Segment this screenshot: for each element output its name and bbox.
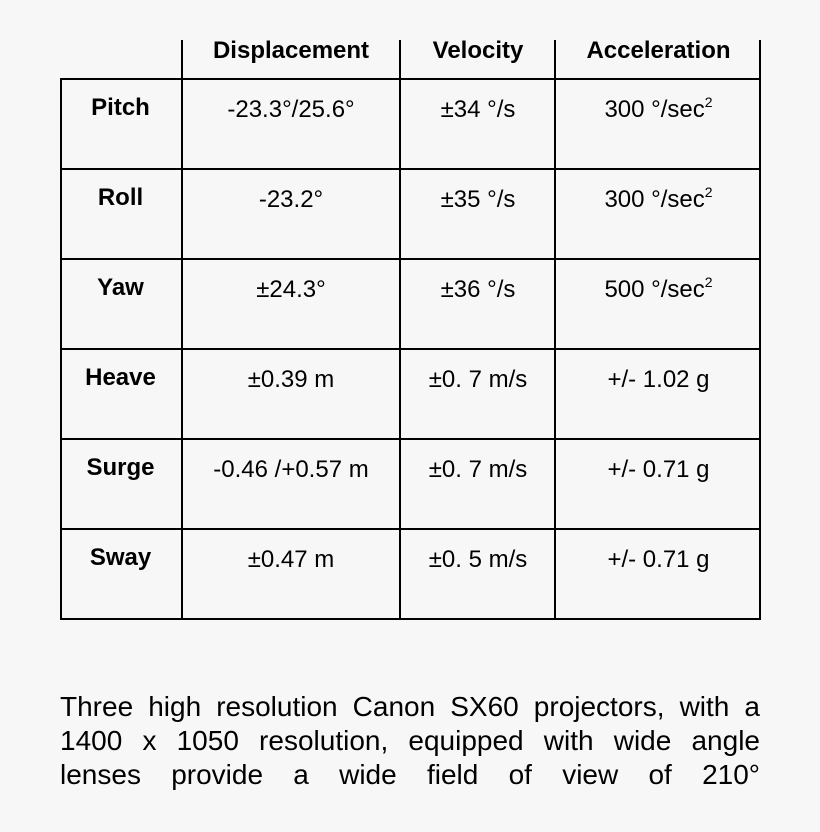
column-divider	[181, 40, 183, 618]
displacement-value: ±24.3°	[256, 276, 326, 303]
column-divider	[399, 40, 401, 618]
paragraph-line: lenses provide a wide field of view of 210°	[60, 759, 760, 790]
header-cell-velocity: Velocity	[432, 37, 524, 64]
column-divider	[554, 40, 556, 618]
body-paragraph	[60, 690, 760, 792]
displacement-value: ±0.47 m	[247, 546, 335, 573]
acceleration-value	[556, 170, 761, 258]
row-label: Pitch	[91, 94, 150, 121]
acceleration-value: +/- 0.71 g	[607, 546, 710, 573]
table-row	[60, 80, 761, 170]
row-label: Roll	[97, 184, 144, 211]
header-cell-displacement: Displacement	[212, 37, 370, 64]
acceleration-value	[556, 80, 761, 168]
table-right-border	[759, 40, 761, 618]
acceleration-value: +/- 1.02 g	[607, 366, 710, 393]
table-left-border	[60, 78, 62, 618]
velocity-value: ±0. 7 m/s	[428, 366, 528, 393]
acceleration-value	[556, 260, 761, 348]
velocity-value: ±0. 5 m/s	[428, 546, 528, 573]
row-label: Sway	[89, 544, 152, 571]
acceleration-value: +/- 0.71 g	[607, 456, 710, 483]
table-row	[60, 170, 761, 260]
table-row	[60, 440, 761, 530]
displacement-value: -23.2°	[258, 186, 324, 213]
displacement-value: -0.46 /+0.57 m	[213, 456, 369, 483]
acceleration-text: 300 °/sec	[604, 96, 705, 123]
paragraph-line: Three high resolution Canon SX60 projectors, with a	[60, 691, 760, 722]
header-cell-acceleration: Acceleration	[586, 37, 731, 64]
table-header-row	[60, 37, 761, 80]
row-label: Surge	[86, 454, 155, 481]
table-row	[60, 350, 761, 440]
row-label: Yaw	[97, 274, 144, 301]
paragraph-line: 1400 x 1050 resolution, equipped with wide angle	[60, 725, 760, 756]
row-label: Heave	[85, 364, 156, 391]
table-row	[60, 260, 761, 350]
velocity-value: ±0. 7 m/s	[428, 456, 528, 483]
velocity-value: ±36 °/s	[440, 276, 516, 303]
acceleration-text: 300 °/sec	[604, 186, 705, 213]
table-row	[60, 530, 761, 620]
velocity-value: ±34 °/s	[440, 96, 516, 123]
velocity-value: ±35 °/s	[440, 186, 516, 213]
acceleration-exponent: 2	[704, 274, 713, 290]
displacement-value: -23.3°/25.6°	[227, 96, 355, 123]
acceleration-exponent: 2	[704, 94, 713, 110]
acceleration-text: 500 °/sec	[604, 276, 705, 303]
header-cell-blank	[60, 40, 181, 78]
acceleration-exponent: 2	[704, 184, 713, 200]
displacement-value: ±0.39 m	[247, 366, 335, 393]
motion-table	[60, 37, 761, 620]
